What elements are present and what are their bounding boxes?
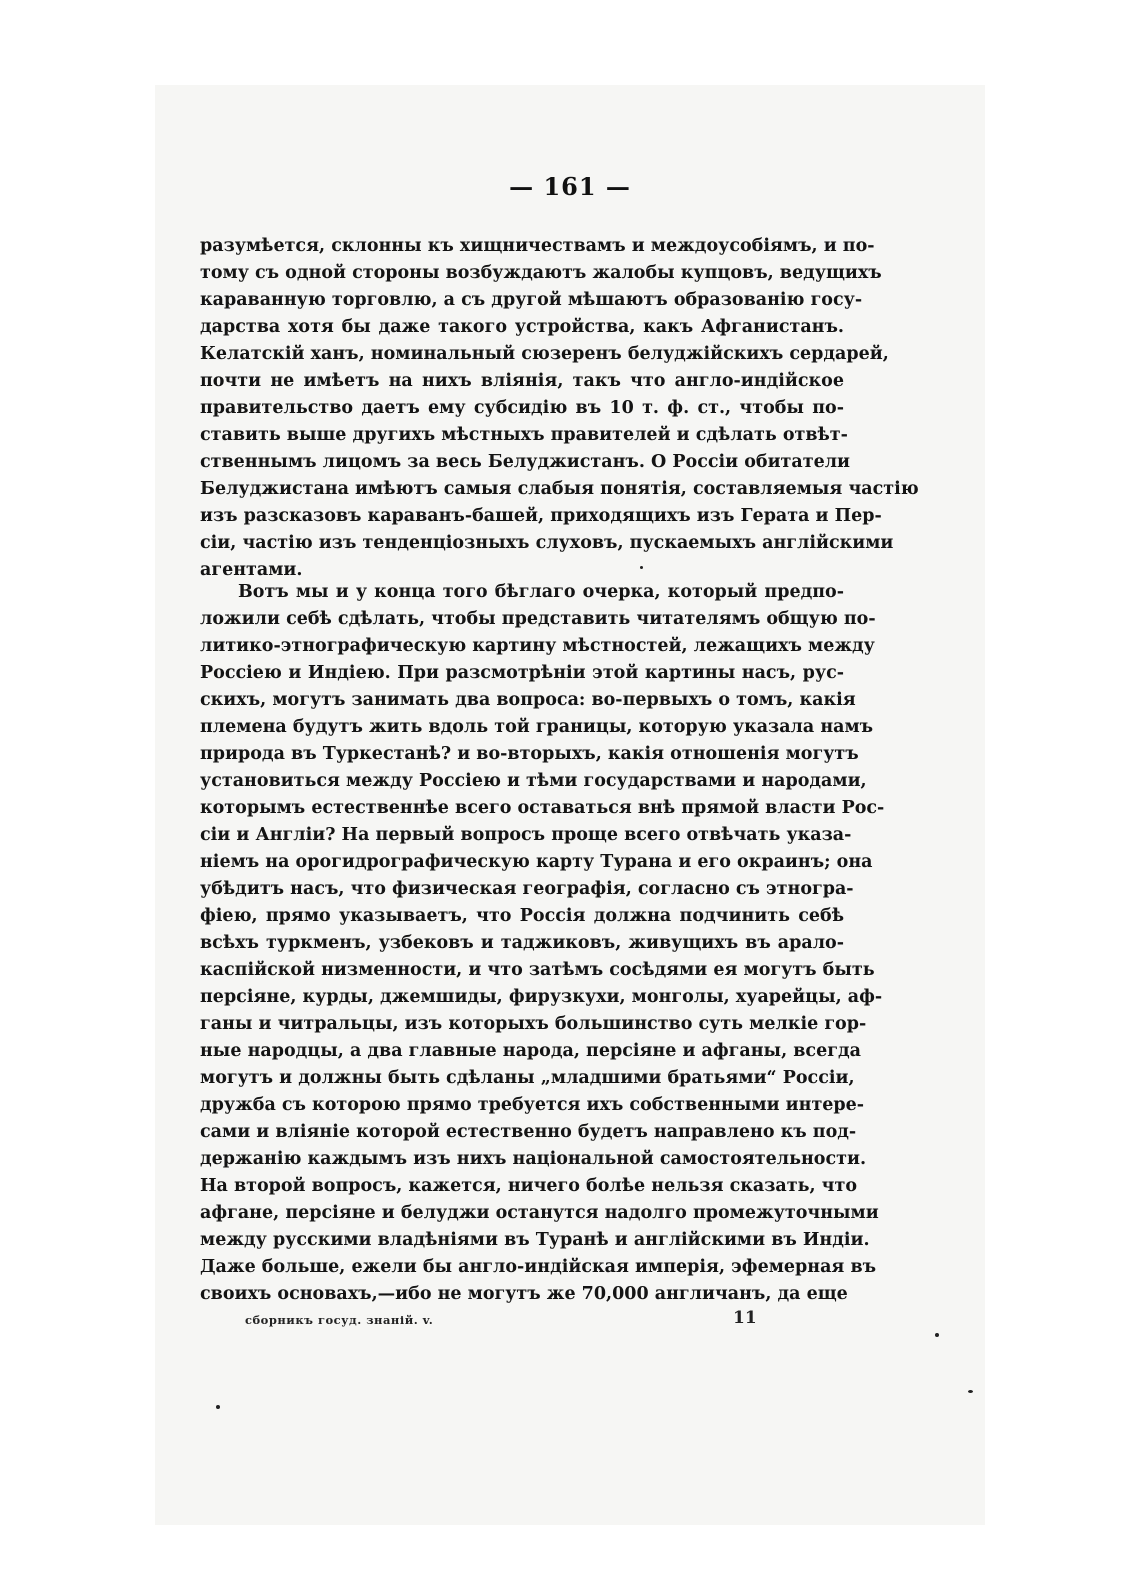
- text-line: изъ разсказовъ караванъ-башей, приходящихъ изъ Герата и Пер-: [200, 506, 882, 526]
- text-line: Вотъ мы и у конца того бѣглаго очерка, который предпо-: [238, 582, 844, 602]
- print-speck: [216, 1405, 220, 1409]
- text-line: фіею, прямо указываетъ, что Россія должна подчинить себѣ: [200, 906, 844, 926]
- text-line: Келатскій ханъ, номинальный сюзеренъ белуджійскихъ сердарей,: [200, 344, 889, 364]
- text-line: почти не имѣетъ на нихъ вліянія, такъ что англо-индійское: [200, 371, 844, 391]
- text-line: На второй вопросъ, кажется, ничего болѣе нельзя сказать, что: [200, 1176, 857, 1196]
- text-line: ные народцы, а два главные народа, персіяне и афганы, всегда: [200, 1041, 861, 1061]
- text-line: каспійской низменности, и что затѣмъ сосѣдями ея могутъ быть: [200, 960, 875, 980]
- text-line: сіи и Англіи? На первый вопросъ проще всего отвѣчать указа-: [200, 825, 852, 845]
- print-speck: [935, 1333, 939, 1337]
- text-line: могутъ и должны быть сдѣланы „младшими братьями“ Россіи,: [200, 1068, 855, 1088]
- text-line: природа въ Туркестанѣ? и во-вторыхъ, какія отношенія могутъ: [200, 744, 859, 764]
- text-line: держанію каждымъ изъ нихъ національной самостоятельности.: [200, 1149, 867, 1169]
- text-line: сами и вліяніе которой естественно будетъ направлено къ под-: [200, 1122, 857, 1142]
- text-line: Белуджистана имѣютъ самыя слабыя понятія, составляемыя частію: [200, 479, 919, 499]
- text-line: сіи, частію изъ тенденціозныхъ слуховъ, пускаемыхъ англійскими: [200, 533, 894, 553]
- text-line: афганe, персіяне и белуджи останутся надолго промежуточными: [200, 1203, 879, 1223]
- sheet-number: 11: [733, 1308, 757, 1328]
- signature-mark: сборникъ госуд. знаній. v.: [245, 1313, 434, 1327]
- text-line: дружба съ которою прямо требуется ихъ собственными интере-: [200, 1095, 865, 1115]
- text-line: между русскими владѣніями въ Туранѣ и англійскими въ Индіи.: [200, 1230, 870, 1250]
- text-line: племена будутъ жить вдоль той границы, которую указала намъ: [200, 717, 874, 737]
- text-line: ганы и читральцы, изъ которыхъ большинство суть мелкіе гор-: [200, 1014, 867, 1034]
- print-speck: [640, 566, 643, 569]
- print-speck: [968, 1390, 973, 1393]
- text-line: ложили себѣ сдѣлать, чтобы представить читателямъ общую по-: [200, 609, 876, 629]
- text-line: разумѣется, склонны къ хищничествамъ и междоусобіямъ, и по-: [200, 236, 875, 256]
- text-line: ніемъ на орогидрографическую карту Турана и его окраинъ; она: [200, 852, 873, 872]
- text-line: установиться между Россіею и тѣми государствами и народами,: [200, 771, 867, 791]
- text-line: Россіею и Индіею. При разсмотрѣніи этой картины насъ, рус-: [200, 663, 844, 683]
- text-line: дарства хотя бы даже такого устройства, какъ Афганистанъ.: [200, 317, 844, 337]
- text-line: всѣхъ туркменъ, узбековъ и таджиковъ, живущихъ въ арало-: [200, 933, 844, 953]
- text-line: своихъ основахъ,—ибо не могутъ же 70,000 англичанъ, да еще: [200, 1284, 848, 1304]
- text-line: ственнымъ лицомъ за весь Белуджистанъ. О Россіи обитатели: [200, 452, 851, 472]
- page-number: — 161 —: [509, 172, 631, 201]
- text-line: скихъ, могутъ занимать два вопроса: во-первыхъ о томъ, какія: [200, 690, 856, 710]
- text-line: агентами.: [200, 560, 303, 580]
- text-line: тому съ одной стороны возбуждаютъ жалобы купцовъ, ведущихъ: [200, 263, 882, 283]
- text-line: караванную торговлю, а съ другой мѣшаютъ образованію госу-: [200, 290, 863, 310]
- text-line: убѣдитъ насъ, что физическая географія, согласно съ этногра-: [200, 879, 854, 899]
- text-line: которымъ естественнѣе всего оставаться внѣ прямой власти Рос-: [200, 798, 885, 818]
- text-line: литико-этнографическую картину мѣстностей, лежащихъ между: [200, 636, 875, 656]
- text-line: ставить выше другихъ мѣстныхъ правителей и сдѣлать отвѣт-: [200, 425, 848, 445]
- text-line: персіяне, курды, джемшиды, фирузкухи, монголы, хуарейцы, аф-: [200, 987, 883, 1007]
- text-line: правительство даетъ ему субсидію въ 10 т. ф. ст., чтобы по-: [200, 398, 844, 418]
- text-line: Даже больше, ежели бы англо-индійская имперія, эфемерная въ: [200, 1257, 877, 1277]
